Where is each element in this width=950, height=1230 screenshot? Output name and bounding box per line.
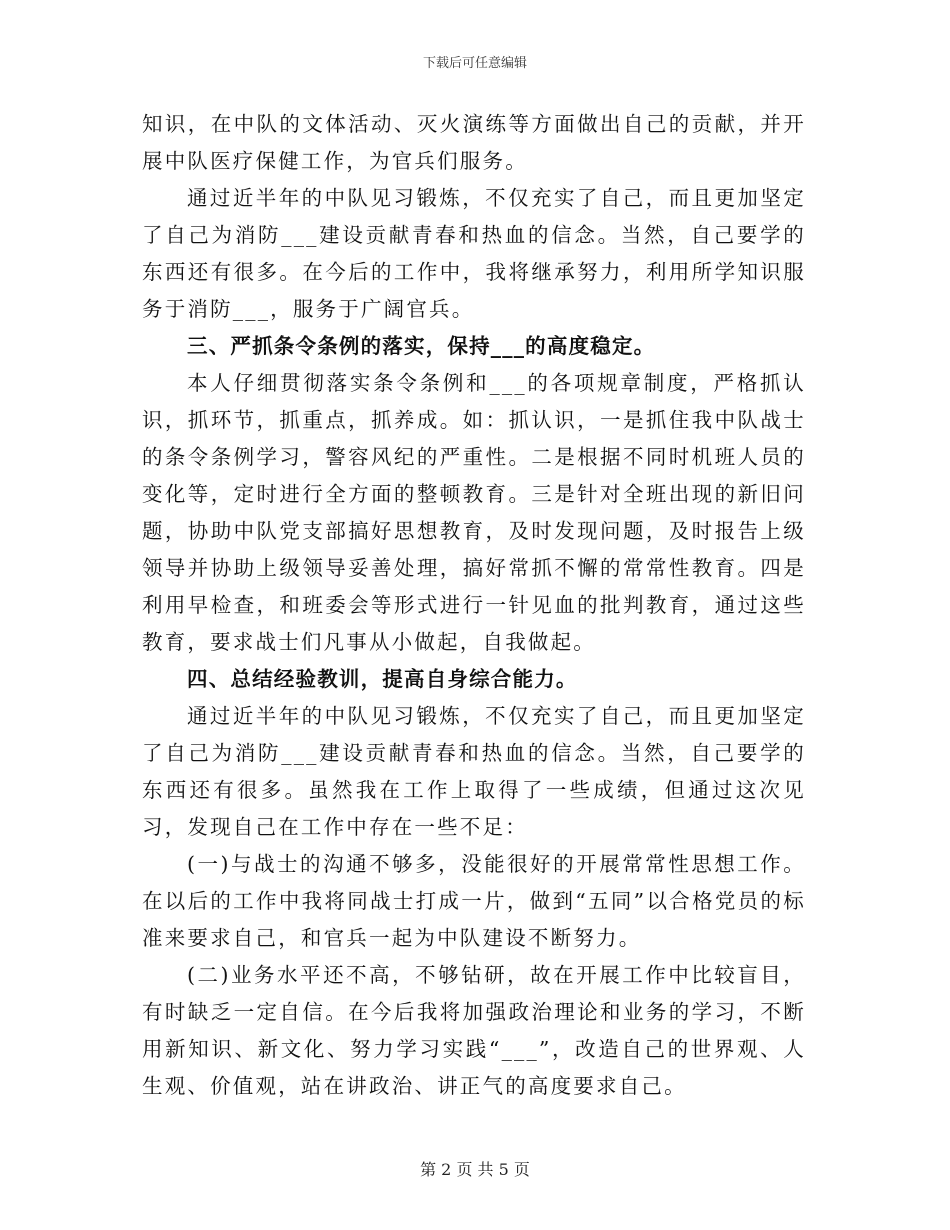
paragraph-5: 通过近半年的中队见习锻炼，不仅充实了自己，而且更加坚定了自己为消防___建设贡献青春和热血的信念。当然，自己要学的东西还有很多。虽然我在工作上取得了一些成绩，但通过这次见习，发现自己在工作中存在一些不足： <box>142 704 806 839</box>
section-heading-3: 三、严抓条令条例的落实，保持___的高度稳定。 <box>187 334 656 358</box>
page-header: 下载后可任意编辑 <box>422 56 527 71</box>
section-heading-4: 四、总结经验教训，提高自身综合能力。 <box>187 667 578 691</box>
page-number: 第 2 页 共 5 页 <box>420 1160 530 1179</box>
paragraph-6: (一)与战士的沟通不够多，没能很好的开展常常性思想工作。在以后的工作中我将同战士打成一片，做到“五同”以合格党员的标准来要求自己，和官兵一起为中队建设不断努力。 <box>142 852 806 950</box>
document-body <box>142 106 806 1105</box>
paragraph-7: (二)业务水平还不高，不够钻研，故在开展工作中比较盲目，有时缺乏一定自信。在今后我将加强政治理论和业务的学习，不断用新知识、新文化、努力学习实践“___”，改造自己的世界观、人生观、价值观，站在讲政治、讲正气的高度要求自己。 <box>142 963 806 1098</box>
paragraph-2: 通过近半年的中队见习锻炼，不仅充实了自己，而且更加坚定了自己为消防___建设贡献青春和热血的信念。当然，自己要学的东西还有很多。在今后的工作中，我将继承努力，利用所学知识服务于消防___，服务于广阔官兵。 <box>142 186 806 321</box>
paragraph-1: 知识，在中队的文体活动、灭火演练等方面做出自己的贡献，并开展中队医疗保健工作，为官兵们服务。 <box>142 112 806 173</box>
paragraph-4: 本人仔细贯彻落实条令条例和___的各项规章制度，严格抓认识，抓环节，抓重点，抓养成。如：抓认识，一是抓住我中队战士的条令条例学习，警容风纪的严重性。二是根据不同时机班人员的变化等，定时进行全方面的整顿教育。三是针对全班出现的新旧问题，协助中队党支部搞好思想教育，及时发现问题，及时报告上级领导并协助上级领导妥善处理，搞好常抓不懈的常常性教育。四是利用早检查，和班委会等形式进行一针见血的批判教育，通过这些教育，要求战士们凡事从小做起，自我做起。 <box>142 371 806 654</box>
